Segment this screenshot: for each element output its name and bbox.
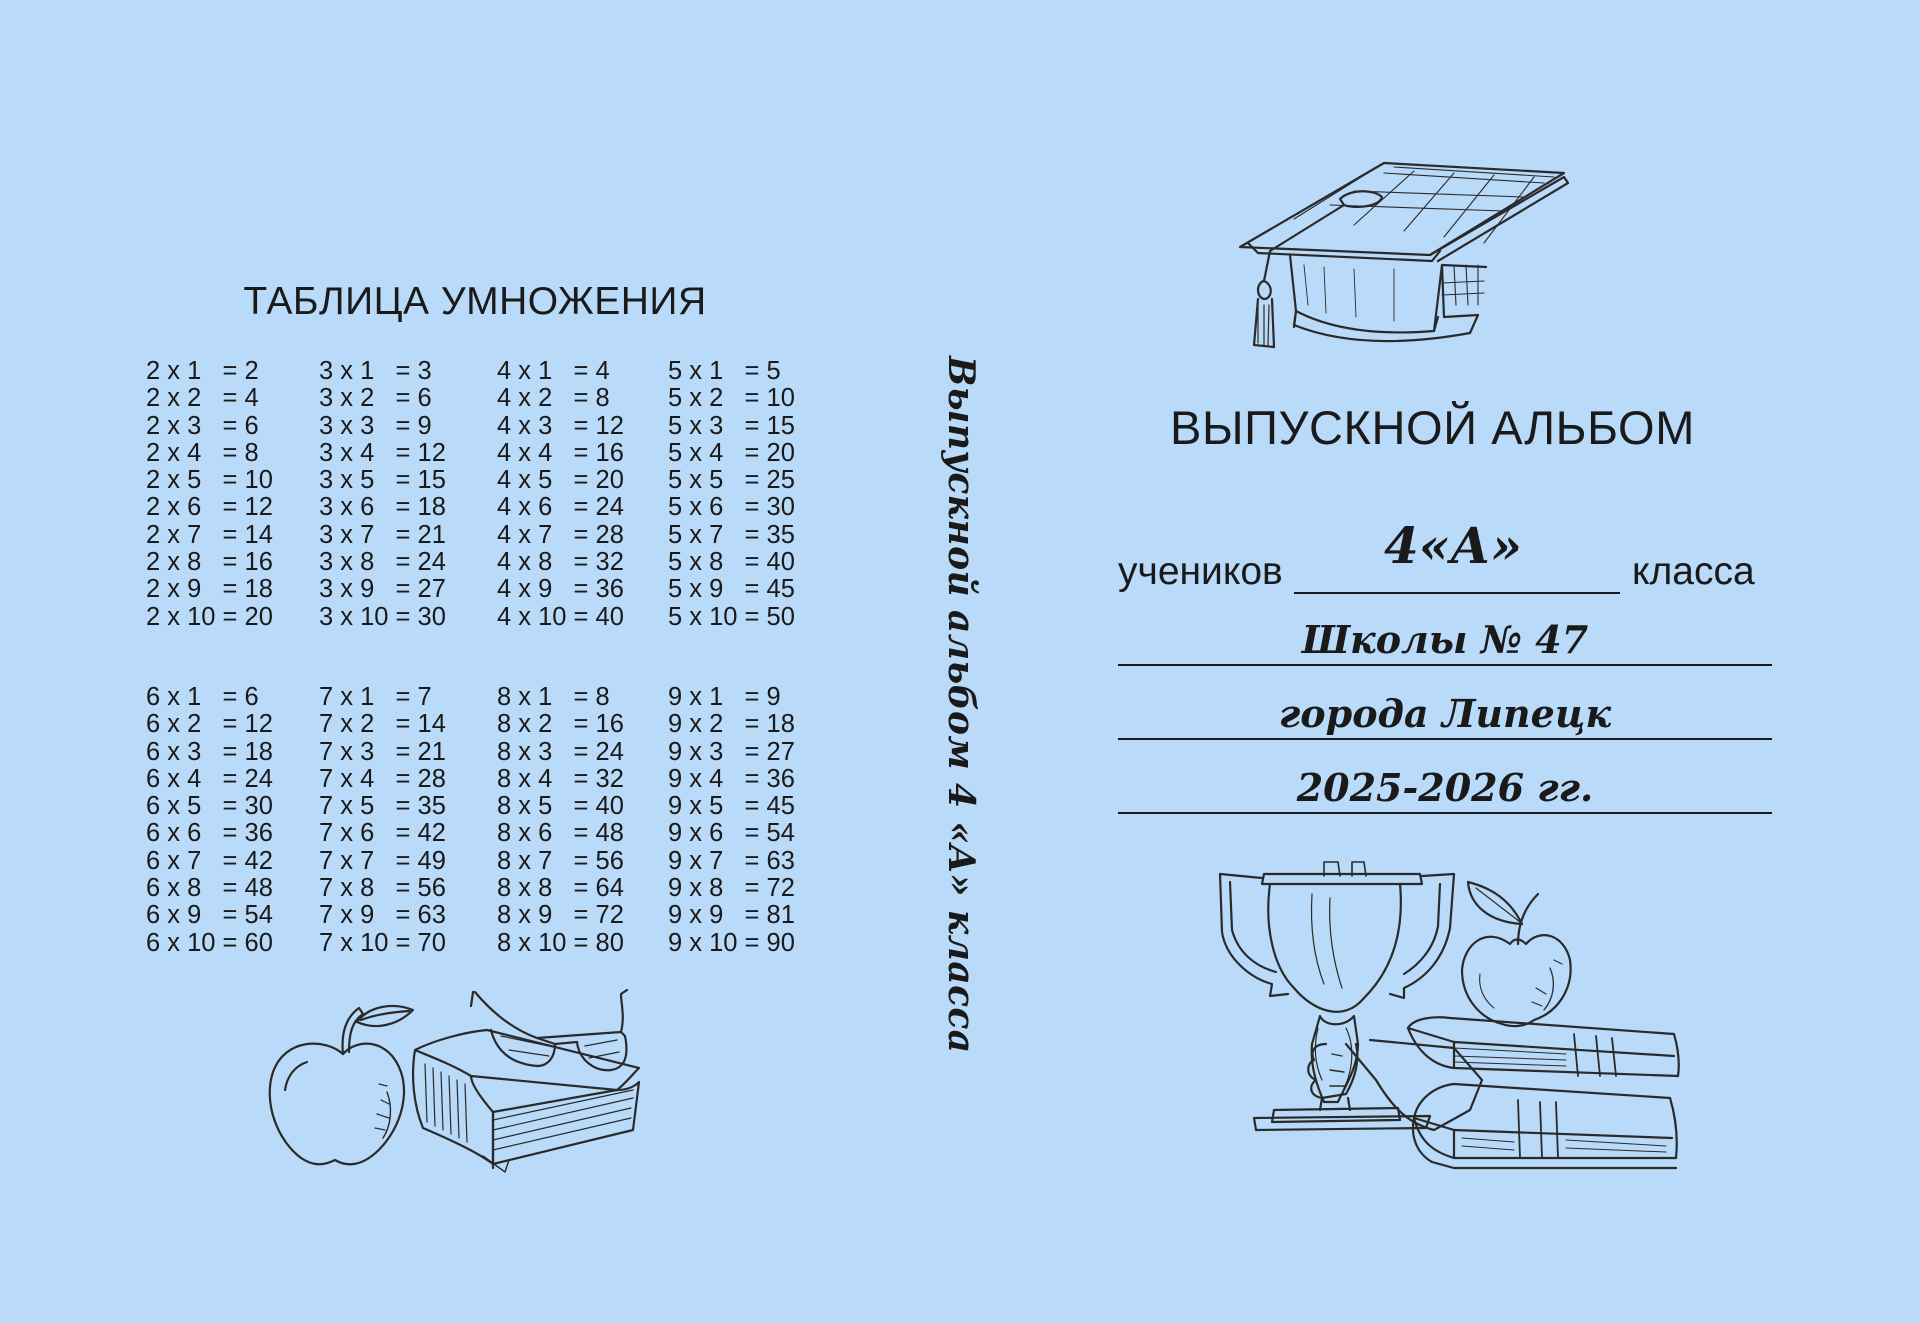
apple-book-glasses-icon — [265, 980, 715, 1180]
students-label: учеников — [1118, 550, 1283, 593]
table-row: 9 x 8 = 72 — [668, 874, 795, 903]
multiplication-table-bottom — [146, 684, 826, 957]
table-row: 8 x 5 = 40 — [497, 792, 624, 821]
table-row: 6 x 10 = 60 — [146, 928, 273, 957]
multiplication-table-title: ТАБЛИЦА УМНОЖЕНИЯ — [243, 280, 707, 323]
table-column — [146, 358, 319, 631]
table-row: 4 x 8 = 32 — [497, 548, 624, 577]
table-row: 3 x 3 = 9 — [319, 411, 432, 440]
table-row: 9 x 7 = 63 — [668, 846, 795, 875]
class-name: 4«А» — [1383, 516, 1522, 575]
table-row: 2 x 3 = 6 — [146, 411, 259, 440]
table-row: 3 x 8 = 24 — [319, 548, 446, 577]
city-line — [1118, 682, 1772, 740]
table-row: 9 x 1 = 9 — [668, 683, 781, 711]
table-row: 8 x 7 = 56 — [497, 846, 624, 875]
table-row: 4 x 2 = 8 — [497, 384, 610, 413]
table-row: 9 x 2 = 18 — [668, 710, 795, 739]
table-row: 4 x 6 = 24 — [497, 493, 624, 522]
table-row: 8 x 10 = 80 — [497, 928, 624, 957]
table-row: 7 x 9 = 63 — [319, 901, 446, 930]
table-row: 7 x 8 = 56 — [319, 874, 446, 903]
table-row: 3 x 9 = 27 — [319, 575, 446, 604]
table-column — [668, 684, 826, 957]
city-name: города Липецк — [1278, 691, 1612, 736]
table-row: 6 x 6 = 36 — [146, 819, 273, 848]
table-row: 5 x 5 = 25 — [668, 466, 795, 495]
table-row: 8 x 4 = 32 — [497, 764, 624, 793]
table-row: 5 x 9 = 45 — [668, 575, 795, 604]
table-column — [319, 358, 497, 631]
table-row: 5 x 1 = 5 — [668, 357, 781, 385]
table-row: 6 x 5 = 30 — [146, 792, 273, 821]
album-title: ВЫПУСКНОЙ АЛЬБОМ — [1170, 401, 1695, 454]
table-row: 7 x 7 = 49 — [319, 846, 446, 875]
table-row: 7 x 5 = 35 — [319, 792, 446, 821]
table-row: 3 x 5 = 15 — [319, 466, 446, 495]
graduation-cap-icon — [1234, 155, 1574, 365]
table-row: 6 x 1 = 6 — [146, 683, 259, 711]
years-line — [1118, 756, 1772, 814]
table-row: 5 x 4 = 20 — [668, 438, 795, 467]
table-row: 2 x 2 = 4 — [146, 384, 259, 413]
table-row: 5 x 7 = 35 — [668, 520, 795, 549]
table-column — [497, 358, 668, 631]
table-row: 8 x 9 = 72 — [497, 901, 624, 930]
table-row: 3 x 4 = 12 — [319, 438, 446, 467]
table-row: 7 x 4 = 28 — [319, 764, 446, 793]
table-row: 3 x 7 = 21 — [319, 520, 446, 549]
table-row: 3 x 6 = 18 — [319, 493, 446, 522]
table-row: 5 x 8 = 40 — [668, 548, 795, 577]
table-row: 4 x 1 = 4 — [497, 357, 610, 385]
table-row: 8 x 8 = 64 — [497, 874, 624, 903]
table-row: 6 x 9 = 54 — [146, 901, 273, 930]
school-years: 2025-2026 гг. — [1296, 765, 1594, 810]
table-row: 4 x 4 = 16 — [497, 438, 624, 467]
trophy-books-apple-icon — [1214, 848, 1704, 1204]
table-row: 5 x 6 = 30 — [668, 493, 795, 522]
table-row: 2 x 10 = 20 — [146, 602, 273, 631]
table-row: 4 x 3 = 12 — [497, 411, 624, 440]
table-row: 8 x 1 = 8 — [497, 683, 610, 711]
class-underline — [1294, 592, 1620, 594]
table-row: 2 x 8 = 16 — [146, 548, 273, 577]
table-row: 3 x 2 = 6 — [319, 384, 432, 413]
table-row: 4 x 9 = 36 — [497, 575, 624, 604]
table-row: 9 x 3 = 27 — [668, 737, 795, 766]
table-row: 6 x 3 = 18 — [146, 737, 273, 766]
table-row: 4 x 5 = 20 — [497, 466, 624, 495]
table-row: 2 x 4 = 8 — [146, 438, 259, 467]
table-row: 5 x 2 = 10 — [668, 384, 795, 413]
table-row: 4 x 10 = 40 — [497, 602, 624, 631]
table-row: 7 x 1 = 7 — [319, 683, 432, 711]
table-row: 9 x 10 = 90 — [668, 928, 795, 957]
table-column — [497, 684, 668, 957]
school-name: Школы № 47 — [1301, 617, 1589, 662]
table-column — [319, 684, 497, 957]
table-row: 7 x 3 = 21 — [319, 737, 446, 766]
table-row: 8 x 6 = 48 — [497, 819, 624, 848]
table-row: 9 x 5 = 45 — [668, 792, 795, 821]
table-row: 9 x 9 = 81 — [668, 901, 795, 930]
spine-title: Выпускной альбом 4 «А» класса — [940, 356, 982, 1054]
table-row: 3 x 1 = 3 — [319, 357, 432, 385]
table-row: 6 x 2 = 12 — [146, 710, 273, 739]
table-row: 2 x 9 = 18 — [146, 575, 273, 604]
school-line — [1118, 608, 1772, 666]
table-row: 7 x 10 = 70 — [319, 928, 446, 957]
table-row: 4 x 7 = 28 — [497, 520, 624, 549]
class-label: класса — [1632, 550, 1755, 593]
table-row: 7 x 6 = 42 — [319, 819, 446, 848]
students-line — [1118, 516, 1778, 593]
table-row: 9 x 4 = 36 — [668, 764, 795, 793]
table-row: 3 x 10 = 30 — [319, 602, 446, 631]
table-row: 2 x 1 = 2 — [146, 357, 259, 385]
table-row: 5 x 3 = 15 — [668, 411, 795, 440]
table-row: 8 x 2 = 16 — [497, 710, 624, 739]
table-row: 2 x 7 = 14 — [146, 520, 273, 549]
table-row: 6 x 4 = 24 — [146, 764, 273, 793]
table-column — [146, 684, 319, 957]
table-row: 8 x 3 = 24 — [497, 737, 624, 766]
table-row: 7 x 2 = 14 — [319, 710, 446, 739]
table-row: 2 x 6 = 12 — [146, 493, 273, 522]
table-row: 6 x 7 = 42 — [146, 846, 273, 875]
table-row: 2 x 5 = 10 — [146, 466, 273, 495]
table-row: 5 x 10 = 50 — [668, 602, 795, 631]
multiplication-table-top — [146, 358, 826, 631]
table-row: 9 x 6 = 54 — [668, 819, 795, 848]
table-row: 6 x 8 = 48 — [146, 874, 273, 903]
table-column — [668, 358, 826, 631]
